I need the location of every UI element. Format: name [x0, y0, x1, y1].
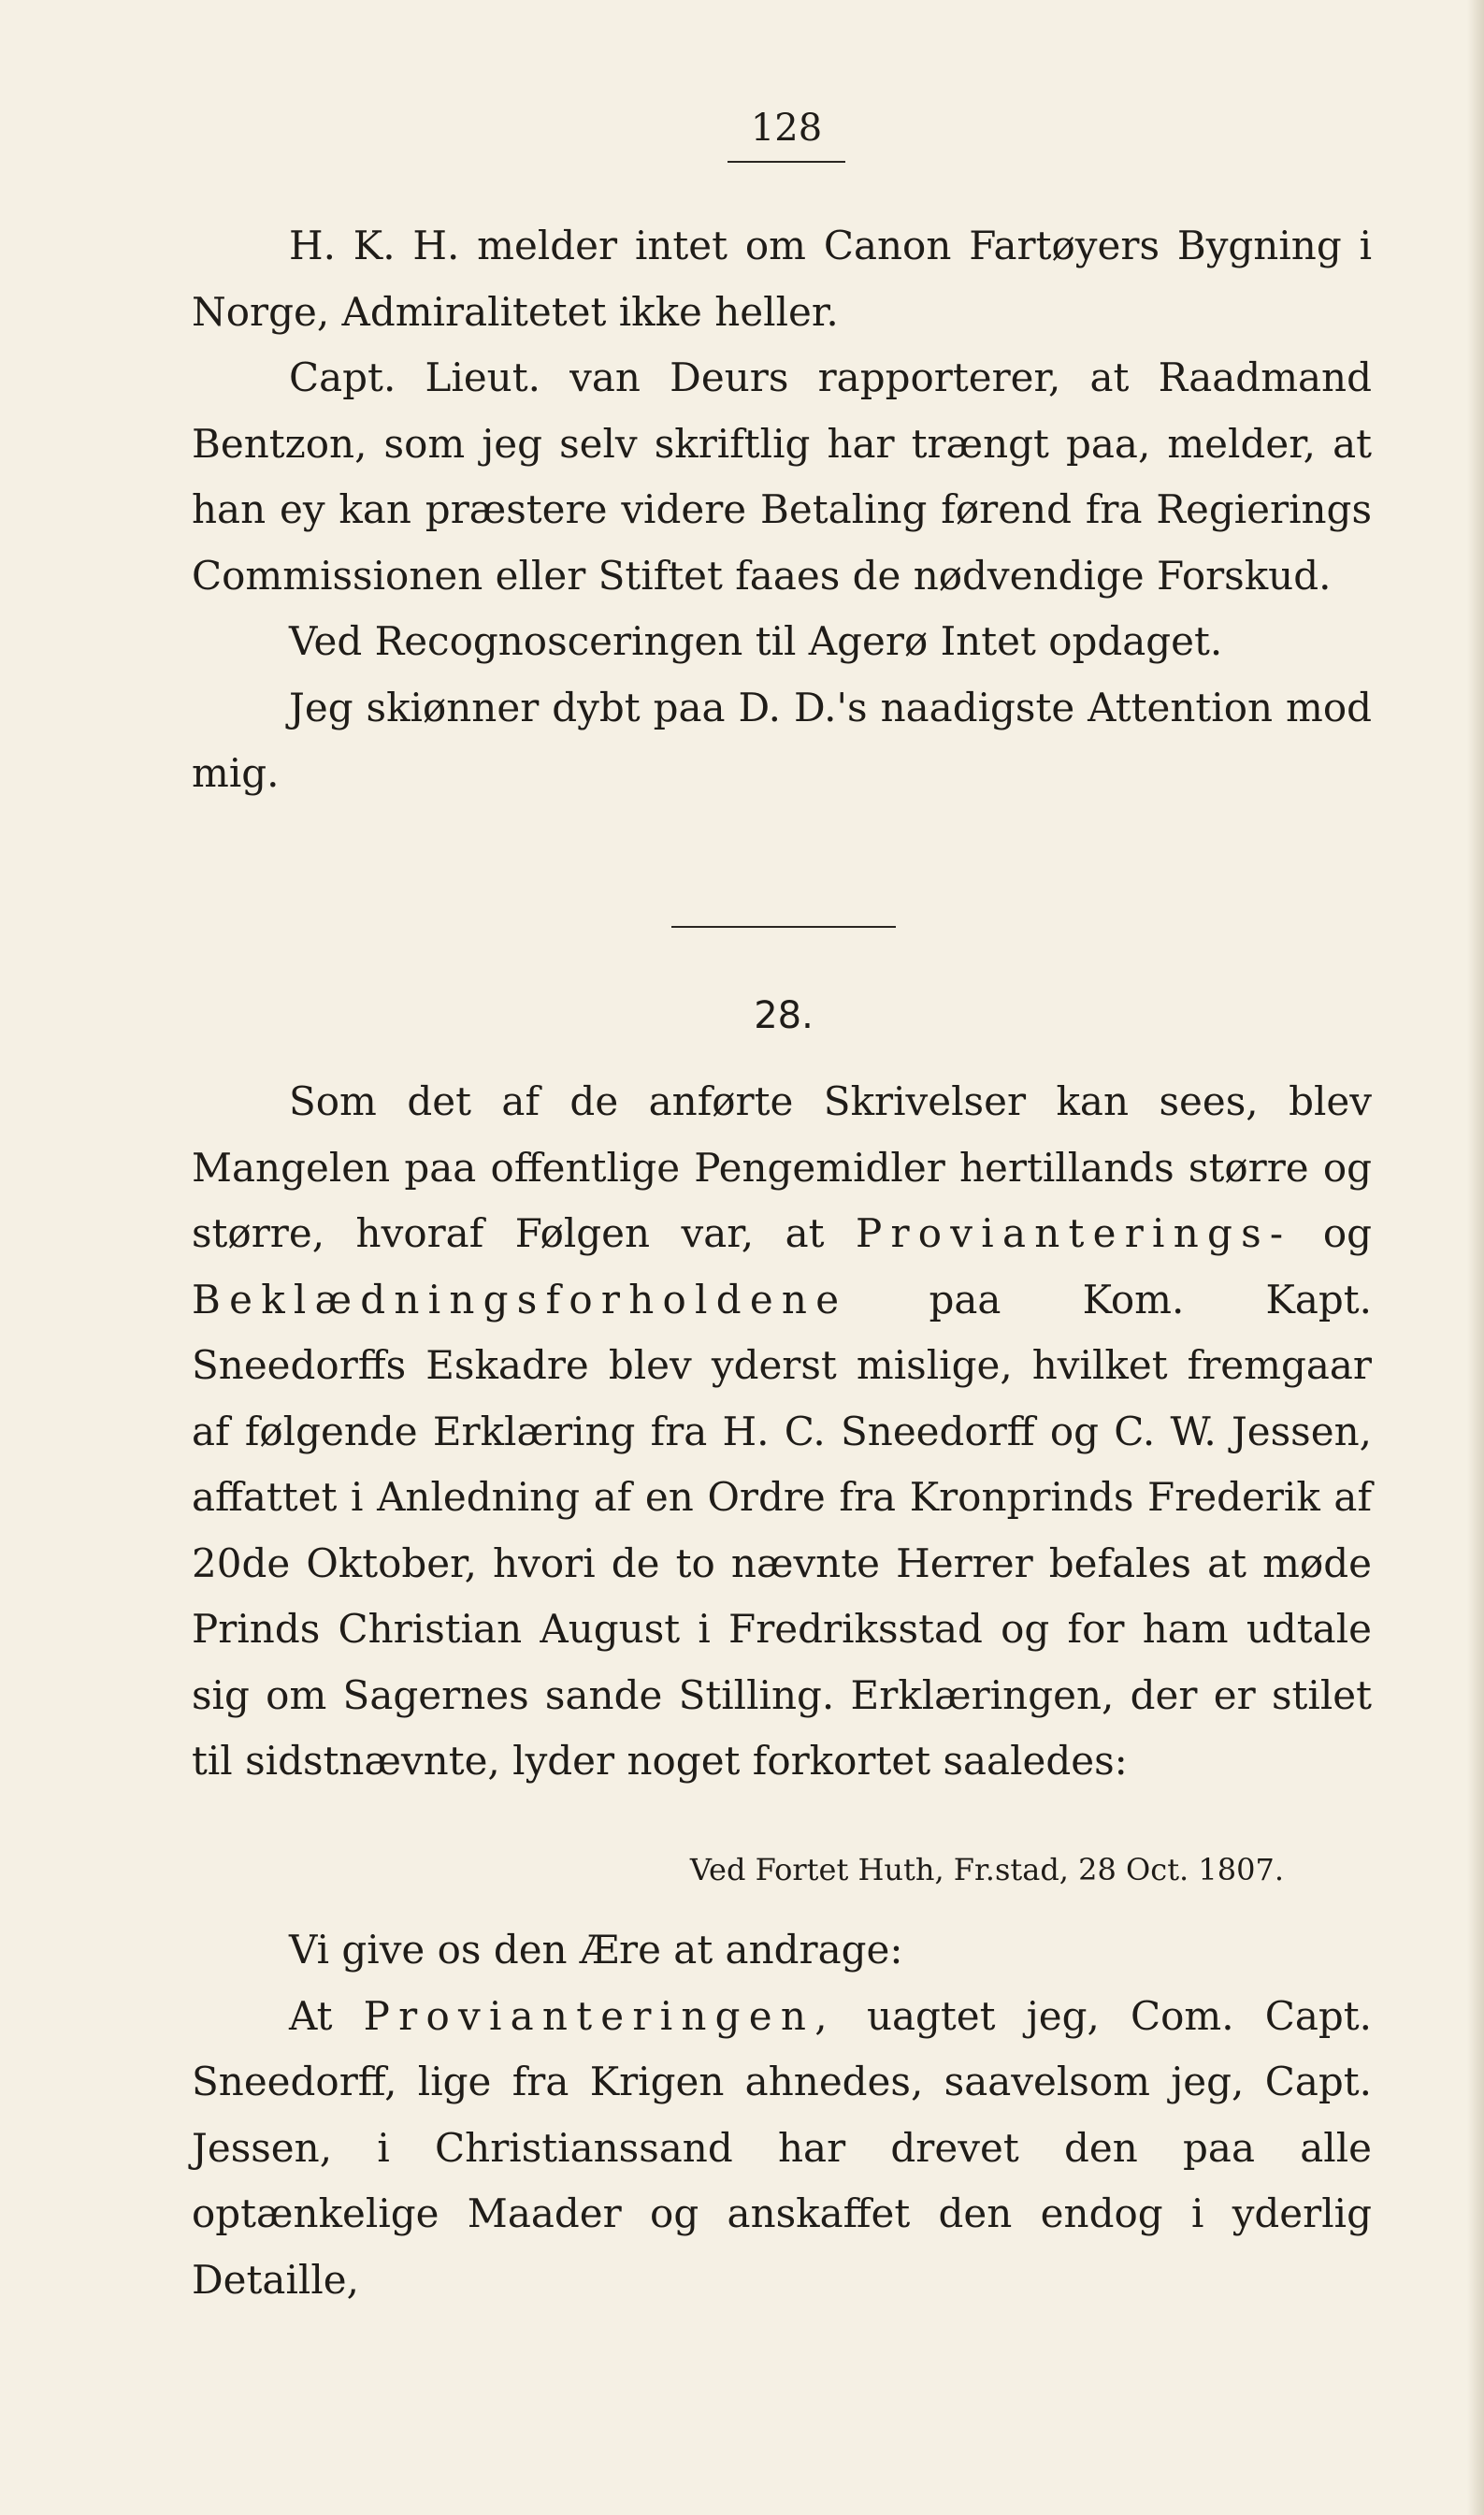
paragraph: H. K. H. melder intet om Canon Fartøyers Bygning i Norge, Admiralitetet ikke heller. — [192, 223, 1372, 335]
spaced-term: Beklædningsforholdene — [192, 1276, 848, 1323]
paragraph — [192, 1984, 1372, 2314]
page-number-rule — [728, 161, 845, 163]
spaced-term: Provianterings- — [855, 1210, 1292, 1256]
letter-salutation: Vi give os den Ære at andrage: — [289, 1927, 903, 1973]
paragraph: Jeg skiønner dybt paa D. D.'s naadigste Attention mod mig. — [192, 684, 1372, 796]
paragraph-text: uagtet jeg, Com. Capt. Sneedorff, lige fra Krigen ahnedes, saavelsom jeg, Capt. Jessen, i Christianssand har drevet den paa alle optænkelige Maader og anskaffet den endog i yderlig Detaille, — [192, 1992, 1372, 2303]
text-block-top — [192, 213, 1372, 807]
paragraph: Ved Recognosceringen til Agerø Intet opdaget. — [289, 618, 1223, 664]
paragraph-text: Som det af de anførte Skrivelser kan sees, blev Mangelen paa offentlige Pengemidler hertillands større og større, hvoraf Følgen var, at — [192, 1078, 1372, 1256]
spaced-term: Provianteringen, — [363, 1992, 836, 2039]
paragraph-text: og — [1291, 1210, 1373, 1256]
section-divider — [671, 926, 896, 928]
text-block-section — [192, 1069, 1372, 1795]
text-block-letter — [192, 1917, 1372, 2313]
page-edge-shadow — [1467, 0, 1484, 2515]
paragraph: Capt. Lieut. van Deurs rapporterer, at Raadmand Bentzon, som jeg selv skriftlig har trængt paa, melder, at han ey kan præstere videre Betaling førend fra Regierings Commissionen eller Stiftet faaes de nødvendige Forskud. — [192, 354, 1372, 599]
letter-dateline: Ved Fortet Huth, Fr.stad, 28 Oct. 1807. — [689, 1852, 1284, 1887]
page-number: 128 — [750, 107, 823, 150]
paragraph — [192, 1069, 1372, 1795]
paragraph-text: At — [289, 1992, 333, 2039]
paragraph-text: paa Kom. Kapt. Sneedorffs Eskadre blev yderst mislige, hvilket fremgaar af følgende Erklæring fra H. C. Sneedorff og C. W. Jessen, affattet i Anledning af en Ordre fra Kronprinds Frederik af 20de Oktober, hvori de to nævnte Herrer befales at møde Prinds Christian August i Fredriksstad og for ham udtale sig om Sagernes sande Stilling. Erklæringen, der er stilet til sidstnævnte, lyder noget forkortet saaledes: — [192, 1276, 1372, 1784]
section-number: 28. — [754, 994, 814, 1037]
